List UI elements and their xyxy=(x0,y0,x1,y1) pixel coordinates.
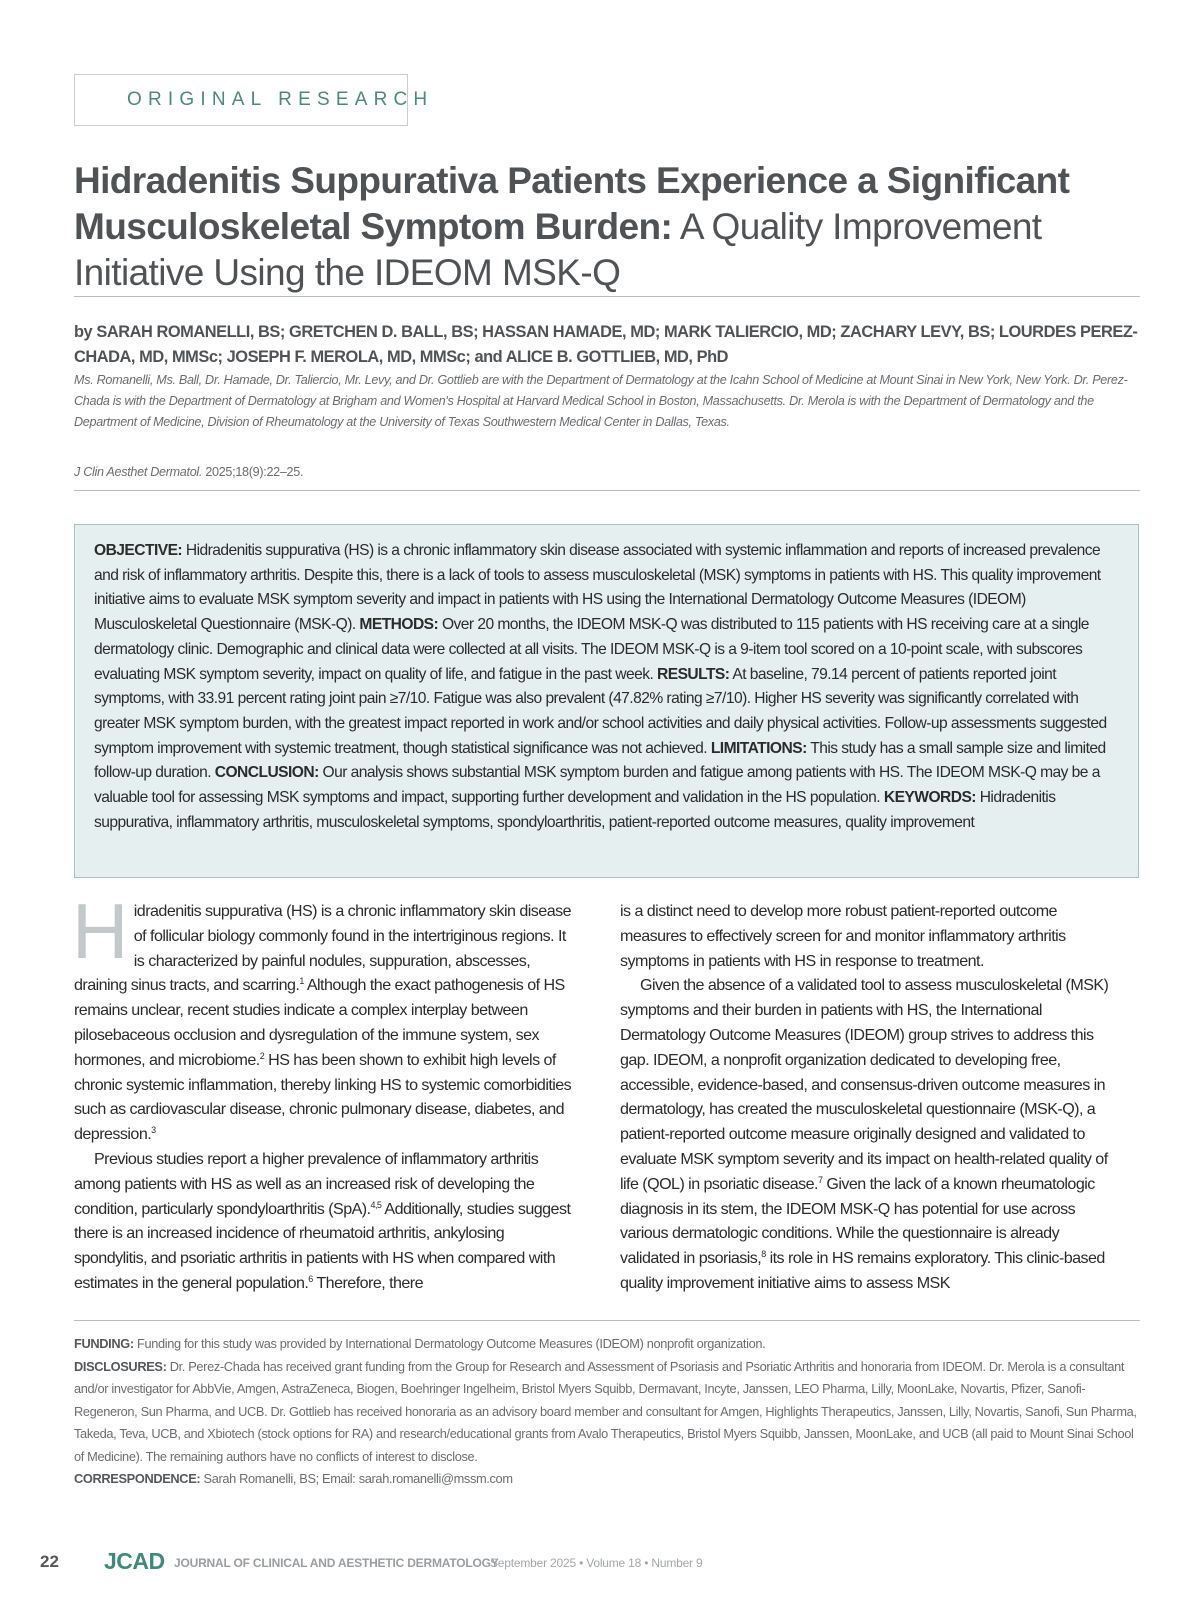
reference-marker[interactable]: 1 xyxy=(299,976,304,987)
body-text: Given the lack of a known rheumatologic diagnosis in its stem, the IDEOM MSK-Q has potential for use across various dermatologic conditions. While the questionnaire is already validated in psoriasis, xyxy=(620,1174,1095,1268)
abstract-text xyxy=(94,539,1124,835)
title-bold: Hidradenitis Suppurativa Patients Experience a Significant Musculoskeletal Symptom Burden: xyxy=(74,160,1070,247)
body-paragraph xyxy=(72,887,574,1147)
abstract-methods-label: METHODS: xyxy=(359,616,439,634)
abstract-limitations: This study has a small sample size and limited follow-up duration. xyxy=(94,739,1106,782)
body-paragraph: is a distinct need to develop more robust patient-reported outcome measures to effectively screen for and monitor inflammatory arthritis symptoms in patients with HS in response to treatment. xyxy=(620,902,1066,970)
funding-label: FUNDING: xyxy=(74,1336,134,1351)
citation xyxy=(74,465,303,479)
body-text: Although the exact pathogenesis of HS remains unclear, recent studies indicate a complex interplay between pilosebaceous occlusion and dysregulation of the immune system, sex hormones, and microbiome. xyxy=(74,976,565,1069)
reference-marker[interactable]: 7 xyxy=(817,1174,823,1185)
abstract-box xyxy=(74,524,1139,878)
reference-marker[interactable]: 4,5 xyxy=(370,1199,382,1210)
abstract-objective: Hidradenitis suppurativa (HS) is a chronic inflammatory skin disease associated with systemic inflammation and reports of increased prevalence and risk of inflammatory arthritis. Despite this, there is a lack of tools to assess musculoskeletal (MSK) symptoms in patients with HS. This quality improvement initiative aims to evaluate MSK symptom severity and impact in patients with HS using the International Dermatology Outcome Measures (IDEOM) Musculoskeletal Questionnaire (MSK-Q). xyxy=(94,542,1101,634)
body-paragraph xyxy=(620,973,1120,1295)
correspondence-text[interactable]: Sarah Romanelli, BS; Email: sarah.romanelli@mssm.com xyxy=(200,1471,513,1486)
reference-marker[interactable]: 8 xyxy=(761,1249,766,1260)
reference-marker[interactable]: 3 xyxy=(151,1125,156,1136)
divider xyxy=(74,490,1140,491)
correspondence-label: CORRESPONDENCE: xyxy=(74,1471,201,1486)
correspondence-note xyxy=(74,1468,1144,1491)
abstract-results: At baseline, 79.14 percent of patients reported joint symptoms, with 33.91 percent rating joint pain ≥7/10. Fatigue was also prevalent (47.82% rating ≥7/10). Higher HS severity was significantly correlated with greater MSK symptom burden, with the greatest impact reported in work and/or school activities and daily physical activities. Follow-up assessments suggested symptom improvement with systemic treatment, though statistical significance was not achieved. xyxy=(94,665,1107,757)
reference-marker[interactable]: 6 xyxy=(308,1273,313,1284)
abstract-conclusion: Our analysis shows substantial MSK symptom burden and fatigue among patients with HS. The IDEOM MSK-Q may be a valuable tool for assessing MSK symptoms and impact, supporting further development and validation in the HS population. xyxy=(94,764,1100,807)
title-regular: A Quality Improvement Initiative Using the IDEOM MSK-Q xyxy=(74,206,1042,293)
citation-details: 2025;18(9):22–25. xyxy=(202,465,304,479)
section-label: ORIGINAL RESEARCH xyxy=(127,89,434,110)
abstract-results-label: RESULTS: xyxy=(657,665,730,683)
abstract-keywords-label: KEYWORDS: xyxy=(883,789,976,807)
footnotes xyxy=(74,1333,1144,1491)
funding-text: Funding for this study was provided by International Dermatology Outcome Measures (IDEOM) nonprofit organization. xyxy=(133,1336,766,1351)
body-paragraph xyxy=(74,1147,574,1296)
disclosures-label: DISCLOSURES: xyxy=(74,1358,167,1374)
body-text: Therefore, there xyxy=(312,1273,423,1292)
body-text: Previous studies report a higher prevalence of inflammatory arthritis among patients with HS as well as an increased risk of developing the condition, particularly spondyloarthritis (SpA). xyxy=(74,1149,539,1218)
abstract-conclusion-label: CONCLUSION: xyxy=(214,764,319,782)
citation-journal: J Clin Aesthet Dermatol. xyxy=(74,465,203,479)
abstract-limitations-label: LIMITATIONS: xyxy=(710,739,807,757)
abstract-keywords: Hidradenitis suppurativa, inflammatory arthritis, musculoskeletal symptoms, spondyloarthritis, patient-reported outcome measures, quality improvement xyxy=(94,789,1056,831)
body-text: idradenitis suppurativa (HS) is a chronic inflammatory skin disease of follicular biology commonly found in the intertriginous regions. It is characterized by painful nodules, suppuration, abscesses, draining sinus tracts, and scarring. xyxy=(74,902,571,995)
funding-note xyxy=(74,1333,1144,1356)
author-list: by SARAH ROMANELLI, BS; GRETCHEN D. BALL, BS; HASSAN HAMADE, MD; MARK TALIERCIO, MD; ZACHARY LEVY, BS; LOURDES PEREZ-CHADA, MD, MMSc; JOSEPH F. MEROLA, MD, MMSc; and ALICE B. GOTTLIEB, MD, PhD xyxy=(74,323,1138,366)
body-text: Additionally, studies suggest there is an increased incidence of rheumatoid arthritis, ankylosing spondylitis, and psoriatic arthritis in patients with HS when compared with estimates in the general population. xyxy=(74,1199,571,1292)
reference-marker[interactable]: 2 xyxy=(259,1050,265,1061)
abstract-objective-label: OBJECTIVE: xyxy=(94,542,183,559)
divider xyxy=(74,296,1140,297)
abstract-methods: Over 20 months, the IDEOM MSK-Q was distributed to 115 patients with HS receiving care at a single dermatology clinic. Demographic and clinical data were collected at all visits. The IDEOM MSK-Q is a 9-item tool scored on a 10-point scale, with subscores evaluating MSK symptom severity, impact on quality of life, and fatigue in the past week. xyxy=(94,616,1089,683)
page-number: 22 xyxy=(40,1552,59,1571)
divider xyxy=(74,1320,1140,1321)
body-text: HS has been shown to exhibit high levels of chronic systemic inflammation, thereby linking HS to systemic comorbidities such as cardiovascular disease, chronic pulmonary disease, diabetes, and depression. xyxy=(74,1050,572,1144)
journal-name: JOURNAL OF CLINICAL AND AESTHETIC DERMATOLOGY xyxy=(174,1556,499,1570)
author-affiliations: Ms. Romanelli, Ms. Ball, Dr. Hamade, Dr. Taliercio, Mr. Levy, and Dr. Gottlieb are with the Department of Dermatology at the Icahn School of Medicine at Mount Sinai in New York, New York. Dr. Perez-Chada is with the Department of Dermatology at Brigham and Women's Hospital at Harvard Medical School in Boston, Massachusetts. Dr. Merola is with the Department of Dermatology and the Department of Medicine, Division of Rheumatology at the University of Texas Southwestern Medical Center in Dallas, Texas. xyxy=(74,373,1128,429)
page-footer xyxy=(40,1548,1140,1578)
disclosures-note xyxy=(74,1356,1144,1469)
journal-logo: JCAD xyxy=(104,1548,165,1574)
disclosures-text: Dr. Perez-Chada has received grant funding from the Group for Research and Assessment of Psoriasis and Psoriatic Arthritis and honoraria from IDEOM. Dr. Merola is a consultant and/or investigator for AbbVie, Amgen, AstraZeneca, Biogen, Boehringer Ingelheim, Bristol Myers Squibb, Dermavant, Incyte, Janssen, LEO Pharma, Lilly, MoonLake, Novartis, Pfizer, Sanofi-Regeneron, Sun Pharma, and UCB. Dr. Gottlieb has received honoraria as an advisory board member and consultant for Amgen, Highlights Therapeutics, Janssen, Lilly, Novartis, Sanofi, Sun Pharma, Takeda, Teva, UCB, and Xbiotech (stock options for RA) and research/educational grants from Avalo Therapeutics, Bristol Myers Squibb, Janssen, MoonLake, and UCB (all paid to Mount Sinai School of Medicine). The remaining authors have no conflicts of interest to disclose. xyxy=(74,1358,1137,1464)
journal-issue: September 2025 • Volume 18 • Number 9 xyxy=(490,1556,703,1570)
article-title xyxy=(74,158,1134,296)
section-label-box xyxy=(74,74,434,126)
body-text: its role in HS remains exploratory. This clinic-based quality improvement initiative aims to assess MSK xyxy=(620,1249,1105,1292)
drop-cap: H xyxy=(72,887,128,975)
body-text: Given the absence of a validated tool to assess musculoskeletal (MSK) symptoms and their burden in patients with HS, the International Dermatology Outcome Measures (IDEOM) group strives to address this gap. IDEOM, a nonprofit organization dedicated to developing free, accessible, evidence-based, and consensus-driven outcome measures in dermatology, has created the musculoskeletal questionnaire (MSK-Q), a patient-reported outcome measure originally designed and validated to evaluate MSK symptom severity and its impact on health-related quality of life (QOL) in psoriatic disease. xyxy=(620,976,1109,1193)
body-column-right xyxy=(620,899,1120,1296)
body-column-left xyxy=(72,887,574,1296)
